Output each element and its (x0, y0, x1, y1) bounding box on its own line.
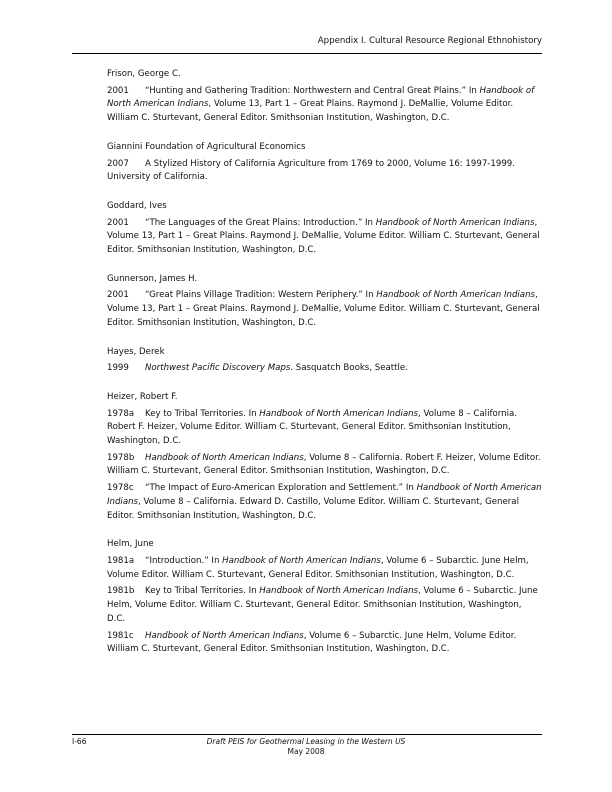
reference-text: “Hunting and Gathering Tradition: Northwestern and Central Great Plains.” In (145, 85, 480, 96)
reference-text: , Volume 6 – Subarctic. June Helm, Volume Editor. William C. Sturtevant, General Editor. Smithsonian Institution, Washington, D.C. (107, 586, 538, 624)
reference-year: 1978b (107, 452, 135, 463)
reference-year: 2001 (107, 85, 129, 96)
reference-title-italic: Handbook of North American Indians (145, 630, 304, 641)
reference-year: 1999 (107, 363, 129, 374)
reference-year: 1981a (107, 555, 135, 566)
header-rule (72, 53, 542, 54)
footer-date: May 2008 (287, 747, 325, 756)
reference-group (107, 141, 542, 185)
reference-author: Gunnerson, James H. (107, 273, 198, 284)
reference-group (107, 68, 542, 126)
reference-text: “The Impact of Euro-American Exploration and Settlement.” In (145, 483, 417, 494)
footer-center (200, 737, 412, 757)
reference-text: , Volume 6 – Subarctic. June Helm, Volume Editor. William C. Sturtevant, General Editor. Smithsonian Institution, Washington, D.C. (107, 555, 529, 580)
reference-text: , Volume 13, Part 1 – Great Plains. Raymond J. DeMallie, Volume Editor. William C. Sturtevant, General Editor. Smithsonian Institution, Washington, D.C. (107, 290, 540, 328)
reference-author: Goddard, Ives (107, 200, 167, 211)
reference-author: Frison, George C. (107, 69, 181, 79)
reference-title-italic: Handbook of North American Indians (145, 452, 304, 463)
reference-text: , Volume 6 – Subarctic. June Helm, Volume Editor. William C. Sturtevant, General Editor. Smithsonian Institution, Washington, D.C. (107, 630, 517, 655)
page-number: I-66 (72, 737, 87, 746)
reference-author: Hayes, Derek (107, 346, 165, 357)
reference-entry (107, 630, 542, 657)
reference-entry (107, 362, 542, 376)
reference-author: Helm, June (107, 539, 154, 550)
reference-group (107, 391, 542, 523)
reference-text: Key to Tribal Territories. In (145, 586, 260, 597)
reference-text: Key to Tribal Territories. In (145, 408, 260, 419)
reference-year: 2007 (107, 158, 129, 169)
reference-text: “Introduction.” In (145, 555, 223, 566)
reference-list (107, 68, 542, 672)
reference-author: Heizer, Robert F. (107, 391, 178, 402)
reference-entry (107, 408, 542, 449)
reference-year: 2001 (107, 290, 129, 301)
reference-title-italic: Handbook of North American Indians (107, 85, 535, 110)
reference-year: 2001 (107, 217, 129, 228)
reference-text: , Volume 8 – California. Robert F. Heizer, Volume Editor. William C. Sturtevant, General Editor. Smithsonian Institution, Washington, D.C. (107, 408, 517, 447)
reference-year: 1978c (107, 483, 134, 494)
reference-year: 1981b (107, 586, 135, 597)
reference-text: , Volume 8 – California. Robert F. Heizer, Volume Editor. William C. Sturtevant, General Editor. Smithsonian Institution, Washington, D.C. (107, 452, 541, 477)
reference-text: , Volume 8 – California. Edward D. Castillo, Volume Editor. William C. Sturtevant, General Editor. Smithsonian Institution, Washington, D.C. (107, 496, 519, 521)
reference-title-italic: Northwest Pacific Discovery Maps (145, 363, 291, 374)
reference-title-italic: Handbook of North American Indians (107, 483, 542, 507)
reference-text: “The Languages of the Great Plains: Introduction.” In (145, 217, 376, 228)
reference-title-italic: Handbook of North American Indians (222, 555, 381, 566)
reference-entry (107, 555, 542, 582)
reference-group (107, 538, 542, 657)
reference-text: , Volume 13, Part 1 – Great Plains. Raymond J. DeMallie, Volume Editor. William C. Sturtevant, General Editor. Smithsonian Institution, Washington, D.C. (107, 99, 514, 124)
footer-rule (72, 734, 542, 735)
reference-text: . Sasquatch Books, Seattle. (290, 363, 408, 374)
running-header: Appendix I. Cultural Resource Regional Ethnohistory (317, 36, 542, 46)
reference-group (107, 346, 542, 376)
reference-author: Giannini Foundation of Agricultural Economics (107, 141, 306, 152)
reference-entry (107, 158, 542, 185)
reference-title-italic: Handbook of North American Indians (375, 217, 535, 228)
footer-document-title: Draft PEIS for Geothermal Leasing in the Western US (206, 737, 406, 746)
reference-entry (107, 217, 542, 258)
reference-entry (107, 452, 542, 479)
reference-title-italic: Handbook of North American Indians (376, 290, 535, 301)
reference-year: 1978a (107, 408, 135, 419)
reference-title-italic: Handbook of North American Indians (259, 408, 419, 419)
reference-year: 1981c (107, 630, 134, 641)
reference-text: “Great Plains Village Tradition: Western Periphery.” In (145, 290, 377, 301)
reference-title-italic: Handbook of North American Indians (259, 586, 419, 597)
reference-text: A Stylized History of California Agriculture from 1769 to 2000, Volume 16: 1997-1999. University of California. (107, 158, 515, 183)
reference-group (107, 200, 542, 258)
reference-entry (107, 482, 542, 523)
reference-text: , Volume 13, Part 1 – Great Plains. Raymond J. DeMallie, Volume Editor. William C. Sturtevant, General Editor. Smithsonian Institution, Washington, D.C. (107, 217, 540, 256)
reference-entry (107, 85, 542, 126)
reference-group (107, 273, 542, 331)
reference-entry (107, 585, 542, 626)
reference-entry (107, 289, 542, 330)
